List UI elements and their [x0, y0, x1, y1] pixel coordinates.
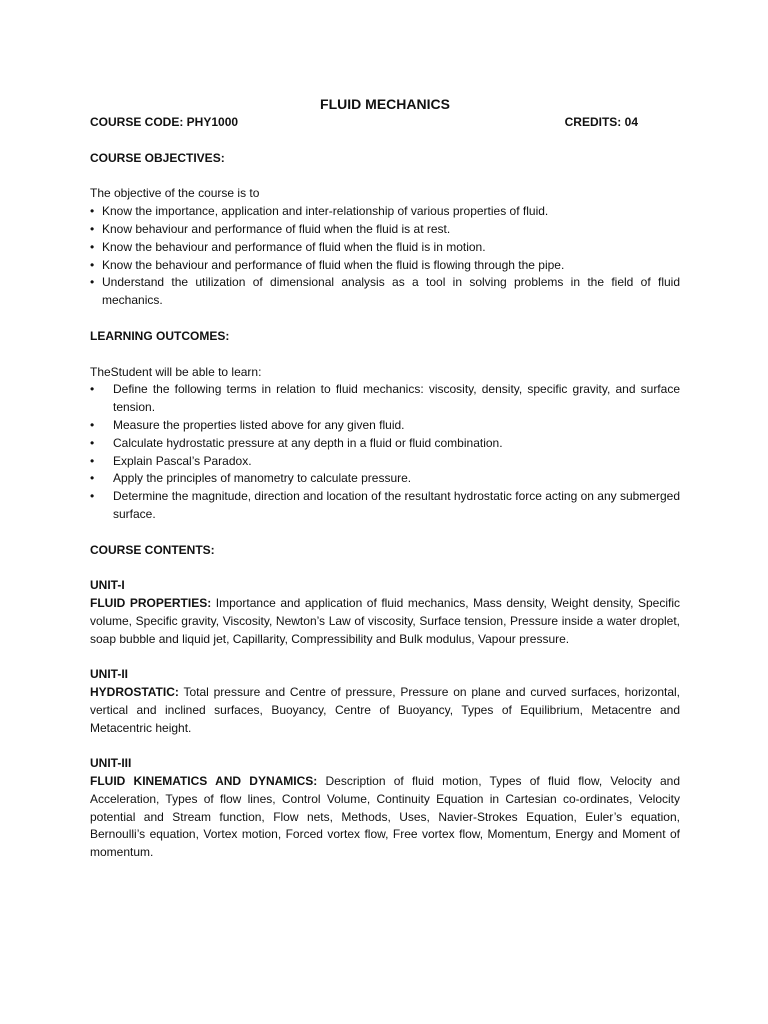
- unit-text: Importance and application of fluid mechanics, Mass density, Weight density, Specific volume, Specific gravity, Viscosity, Newton’s Law of viscosity, Surface tension, Pressure inside a water droplet, soap bubble and liquid jet, Capillarity, Compressibility and Bulk modulus, Vapour pressure.: [90, 596, 680, 646]
- objectives-heading: COURSE OBJECTIVES:: [90, 150, 225, 165]
- objective-item: • Know the behaviour and performance of fluid when the fluid is in motion.: [90, 239, 680, 257]
- unit-title: UNIT-I: [90, 578, 125, 593]
- unit-lead: HYDROSTATIC:: [90, 685, 179, 700]
- outcomes-heading: LEARNING OUTCOMES:: [90, 328, 230, 343]
- course-code: COURSE CODE: PHY1000: [90, 115, 239, 129]
- course-code-row: [90, 114, 680, 132]
- outcome-item: • Define the following terms in relation to fluid mechanics: viscosity, density, specific gravity, and surface tension.: [90, 381, 680, 417]
- outcome-item: • Explain Pascal’s Paradox.: [90, 453, 680, 471]
- unit-title: UNIT-III: [90, 756, 132, 771]
- objective-item: • Know the importance, application and inter-relationship of various properties of fluid.: [90, 203, 680, 221]
- objectives-list: [90, 203, 680, 310]
- objectives-intro: The objective of the course is to: [90, 186, 260, 201]
- outcome-item: • Measure the properties listed above for any given fluid.: [90, 417, 680, 435]
- outcome-item: • Calculate hydrostatic pressure at any depth in a fluid or fluid combination.: [90, 435, 680, 453]
- unit-lead: FLUID PROPERTIES:: [90, 596, 212, 611]
- unit-section: [90, 577, 680, 648]
- unit-section: [90, 666, 680, 737]
- objective-item: • Know the behaviour and performance of fluid when the fluid is flowing through the pipe.: [90, 257, 680, 275]
- unit-text: Total pressure and Centre of pressure, Pressure on plane and curved surfaces, horizontal, vertical and inclined surfaces, Buoyancy, Centre of Buoyancy, Types of Equilibrium, Metacentre and Metacentric height.: [90, 685, 680, 735]
- unit-body: [90, 595, 680, 648]
- objective-item: • Know behaviour and performance of fluid when the fluid is at rest.: [90, 221, 680, 239]
- objective-item: • Understand the utilization of dimensional analysis as a tool in solving problems in the field of fluid mechanics.: [90, 274, 680, 310]
- document-title: FLUID MECHANICS: [320, 96, 450, 112]
- unit-text: Description of fluid motion, Types of fluid flow, Velocity and Acceleration, Types of flow lines, Control Volume, Continuity Equation in Cartesian co-ordinates, Velocity potential and Stream function, Flow nets, Methods, Uses, Navier-Strokes Equation, Euler’s equation, Bernoulli’s equation, Vortex motion, Forced vortex flow, Free vortex flow, Momentum, Energy and Moment of momentum.: [90, 774, 681, 860]
- syllabus-page: [90, 95, 680, 862]
- unit-body: [90, 684, 680, 737]
- outcome-item: • Determine the magnitude, direction and location of the resultant hydrostatic force acting on any submerged surface.: [90, 488, 680, 524]
- outcome-item: • Apply the principles of manometry to calculate pressure.: [90, 470, 680, 488]
- unit-title: UNIT-II: [90, 667, 128, 682]
- contents-heading: COURSE CONTENTS:: [90, 542, 215, 557]
- credits: CREDITS: 04: [564, 115, 638, 129]
- outcomes-intro: TheStudent will be able to learn:: [90, 364, 262, 379]
- outcomes-list: [90, 381, 680, 523]
- unit-section: [90, 755, 680, 862]
- unit-lead: FLUID KINEMATICS AND DYNAMICS:: [90, 774, 318, 789]
- unit-body: [90, 773, 680, 862]
